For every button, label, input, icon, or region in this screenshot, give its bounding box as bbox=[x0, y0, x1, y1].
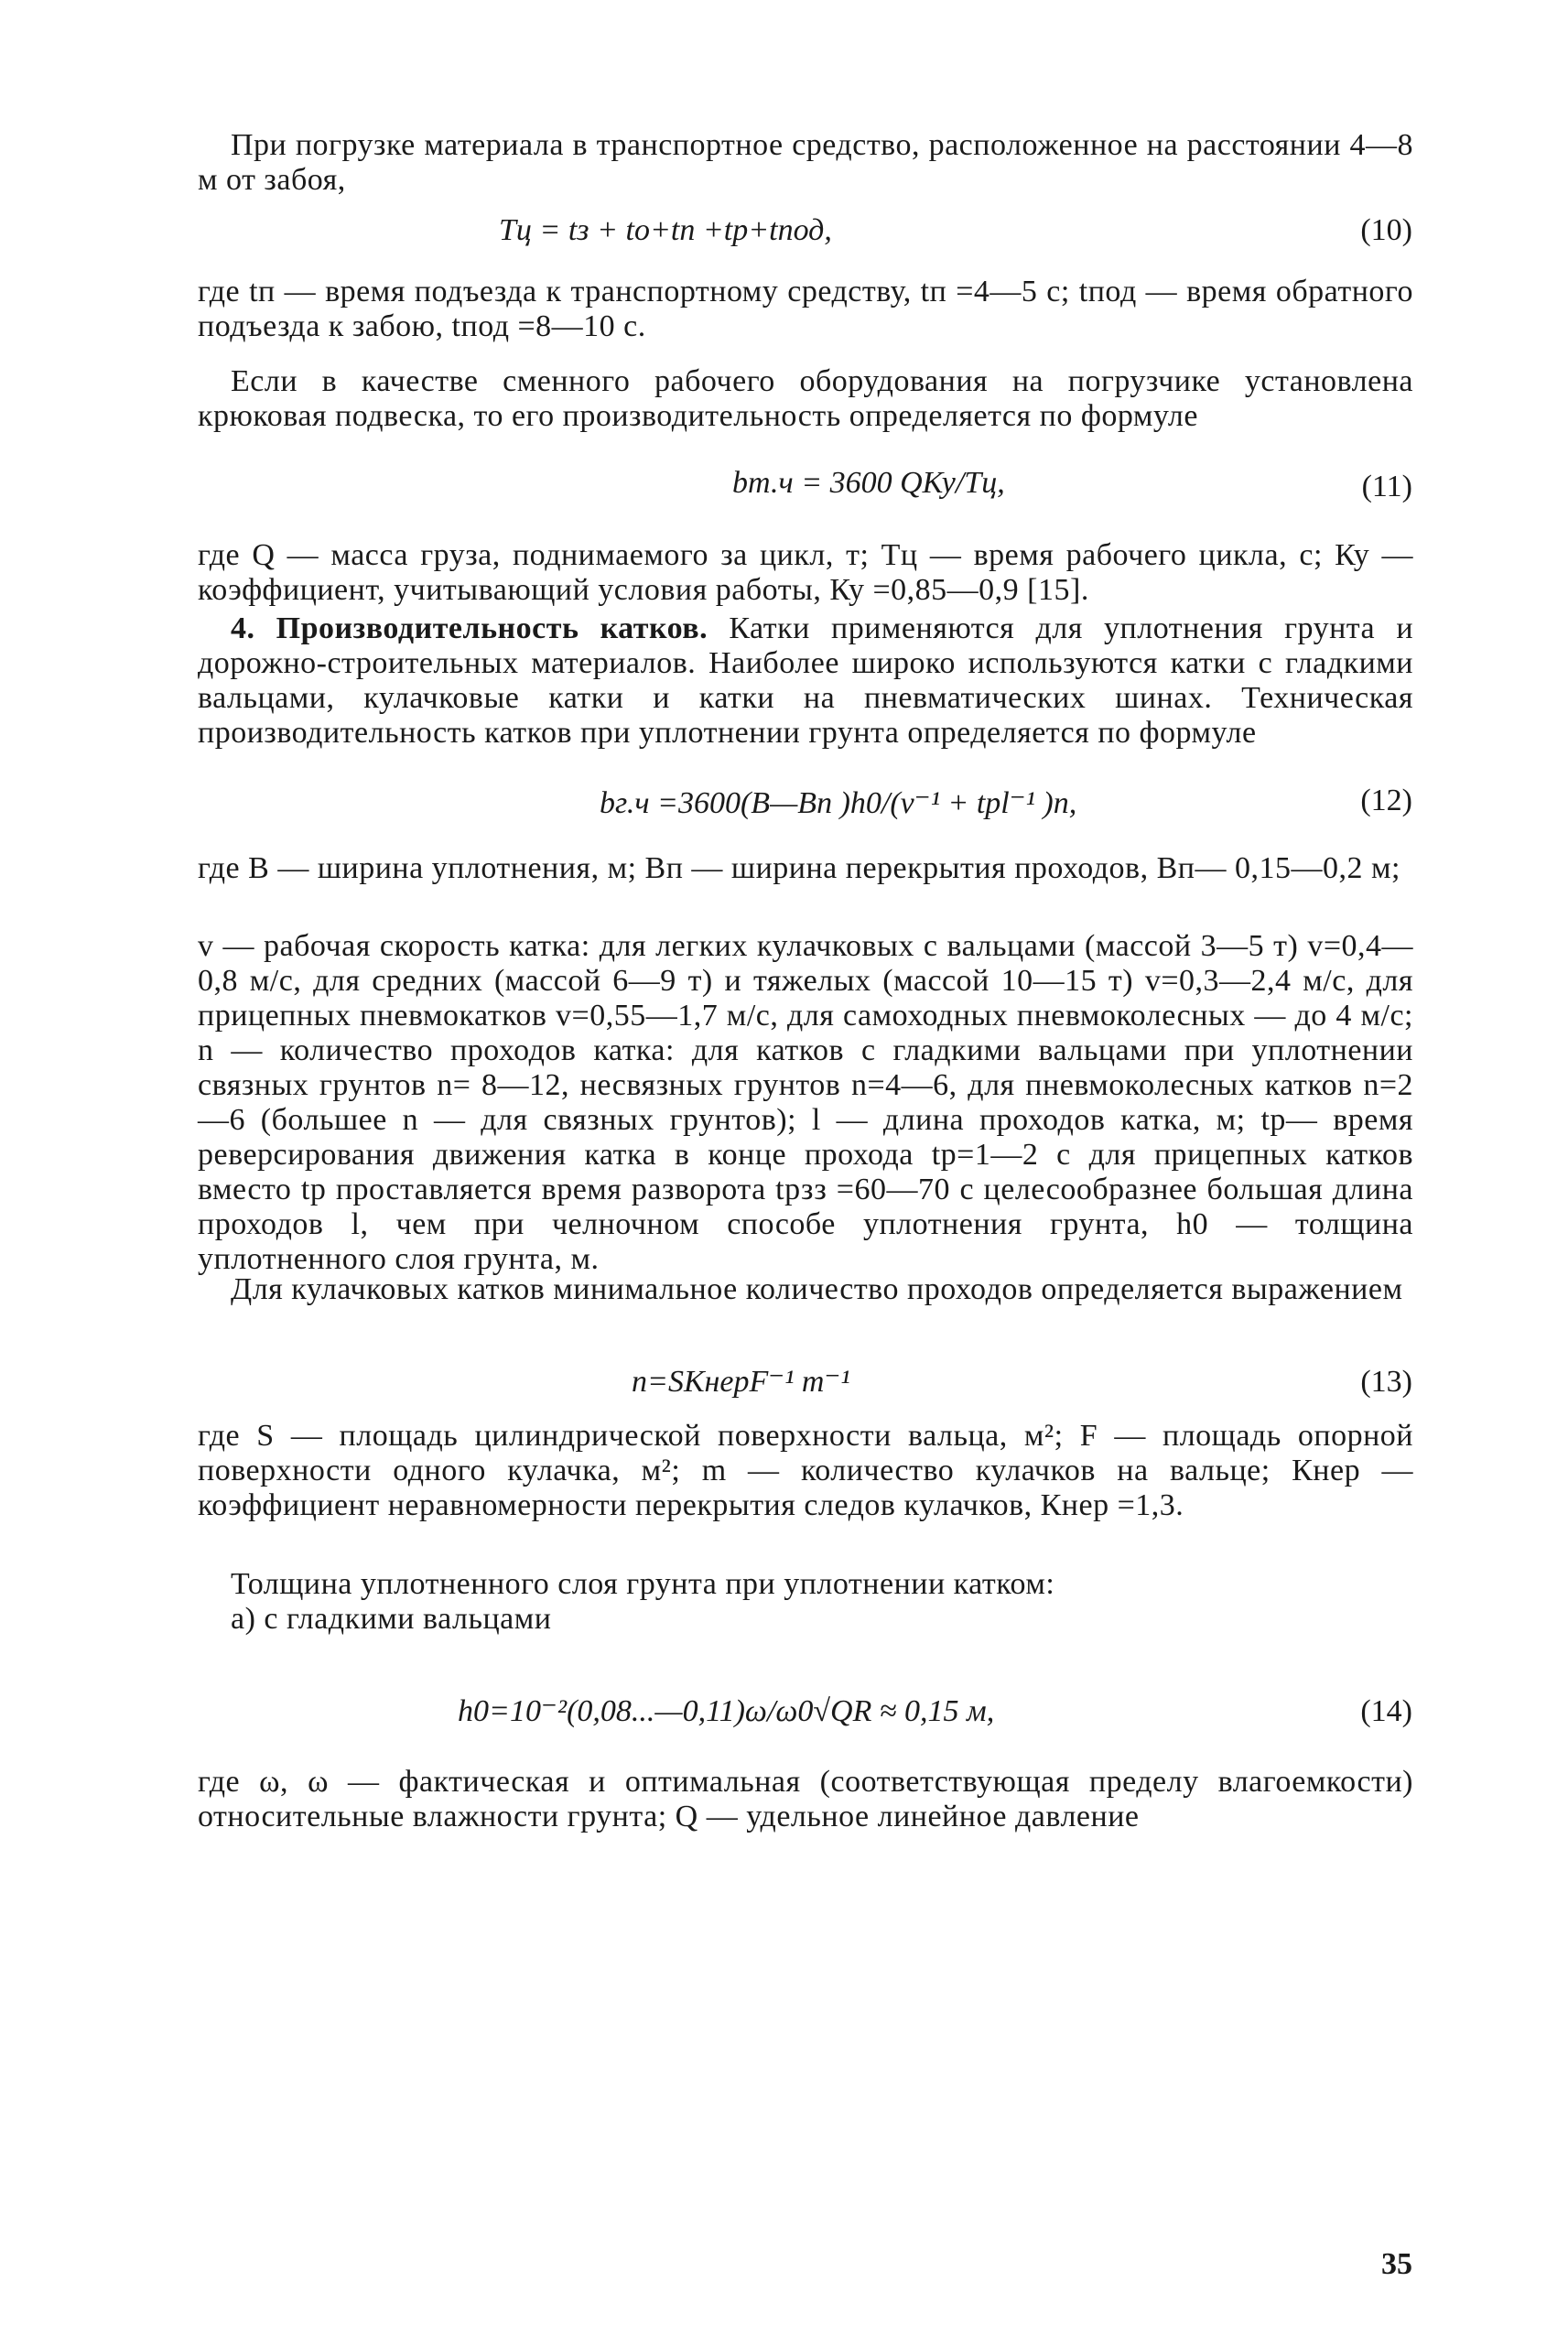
paragraph-8: Для кулачковых катков минимальное количество проходов определяется выражением bbox=[231, 1272, 1403, 1306]
equation-12: bг.ч =3600(B—Bп )h0/(v⁻¹ + tрl⁻¹ )n, bbox=[600, 786, 1077, 820]
equation-14-number: (14) bbox=[1360, 1694, 1412, 1728]
paragraph-4: где Q — масса груза, поднимаемого за цикл, т; Tц — время рабочего цикла, с; Ку — коэффициент, учитывающий условия работы, Ку =0,85—0,9 [15]. bbox=[198, 538, 1413, 607]
paragraph-5 bbox=[198, 611, 1413, 751]
paragraph-3: Если в качестве сменного рабочего оборудования на погрузчике установлена крюковая подвеска, то его производительность определяется по формуле bbox=[198, 364, 1413, 433]
equation-10: Tц = tз + to+tп +tр+tпод, bbox=[499, 213, 832, 247]
equation-10-number: (10) bbox=[1360, 213, 1412, 247]
paragraph-9: где S — площадь цилиндрической поверхности вальца, м²; F — площадь опорной поверхности одного кулачка, м²; m — количество кулачков на вальце; Кнер — коэффициент неравномерности перекрытия следов кулачков, Кнер =1,3. bbox=[198, 1419, 1413, 1522]
equation-11: bт.ч = 3600 QКу/Tц, bbox=[732, 466, 1005, 500]
equation-12-number: (12) bbox=[1360, 784, 1412, 817]
equation-13: n=SКнерF⁻¹ m⁻¹ bbox=[632, 1365, 850, 1399]
paragraph-5-body: Катки применяются для уплотнения грунта и дорожно-строительных материалов. Наиболее широко используются катки с гладкими вальцами, кулачковые катки и катки на пневматических шинах. Техническая производительность катков при уплотнении грунта определяется по формуле bbox=[198, 611, 1414, 750]
paragraph-10: Толщина уплотненного слоя грунта при уплотнении катком: bbox=[231, 1567, 1055, 1601]
paragraph-11: а) с гладкими вальцами bbox=[231, 1602, 552, 1636]
equation-11-number: (11) bbox=[1361, 470, 1412, 503]
section-heading: 4. Производительность катков. bbox=[231, 611, 708, 645]
equation-13-number: (13) bbox=[1360, 1365, 1412, 1399]
paragraph-2: где tп — время подъезда к транспортному средству, tп =4—5 с; tпод — время обратного подъезда к забою, tпод =8—10 с. bbox=[198, 275, 1413, 343]
equation-14: h0=10⁻²(0,08...—0,11)ω/ω0√QR ≈ 0,15 м, bbox=[458, 1694, 995, 1728]
paragraph-7: v — рабочая скорость катка: для легких кулачковых с вальцами (массой 3—5 т) v=0,4—0,8 м/с, для средних (массой 6—9 т) и тяжелых (массой 10—15 т) v=0,3—2,4 м/с, для прицепных пневмокатков v=0,55—1,7 м/с, для самоходных пневмоколесных — до 4 м/с; n — количество проходов катка: для катков с гладкими вальцами при уплотнении связных грунтов n= 8—12, несвязных грунтов n=4—6, для пневмоколесных катков n=2—6 (большее n — для связных грунтов); l — длина проходов катка, м; tр— время реверсирования движения катка в конце прохода tр=1—2 с для прицепных катков вместо tр проставляется время разворота tрзз =60—70 с целесообразнее большая длина проходов l, чем при челночном способе уплотнения грунта, h0 — толщина уплотненного слоя грунта, м. bbox=[198, 929, 1413, 1276]
paragraph-12: где ω, ω — фактическая и оптимальная (соответствующая пределу влагоемкости) относительные влажности грунта; Q — удельное линейное давление bbox=[198, 1765, 1413, 1833]
paragraph-6: где B — ширина уплотнения, м; Bп — ширина перекрытия проходов, Bп— 0,15—0,2 м; bbox=[198, 851, 1400, 885]
page-number: 35 bbox=[1381, 2247, 1412, 2281]
paragraph-1: При погрузке материала в транспортное средство, расположенное на расстоянии 4—8 м от забоя, bbox=[198, 128, 1413, 197]
